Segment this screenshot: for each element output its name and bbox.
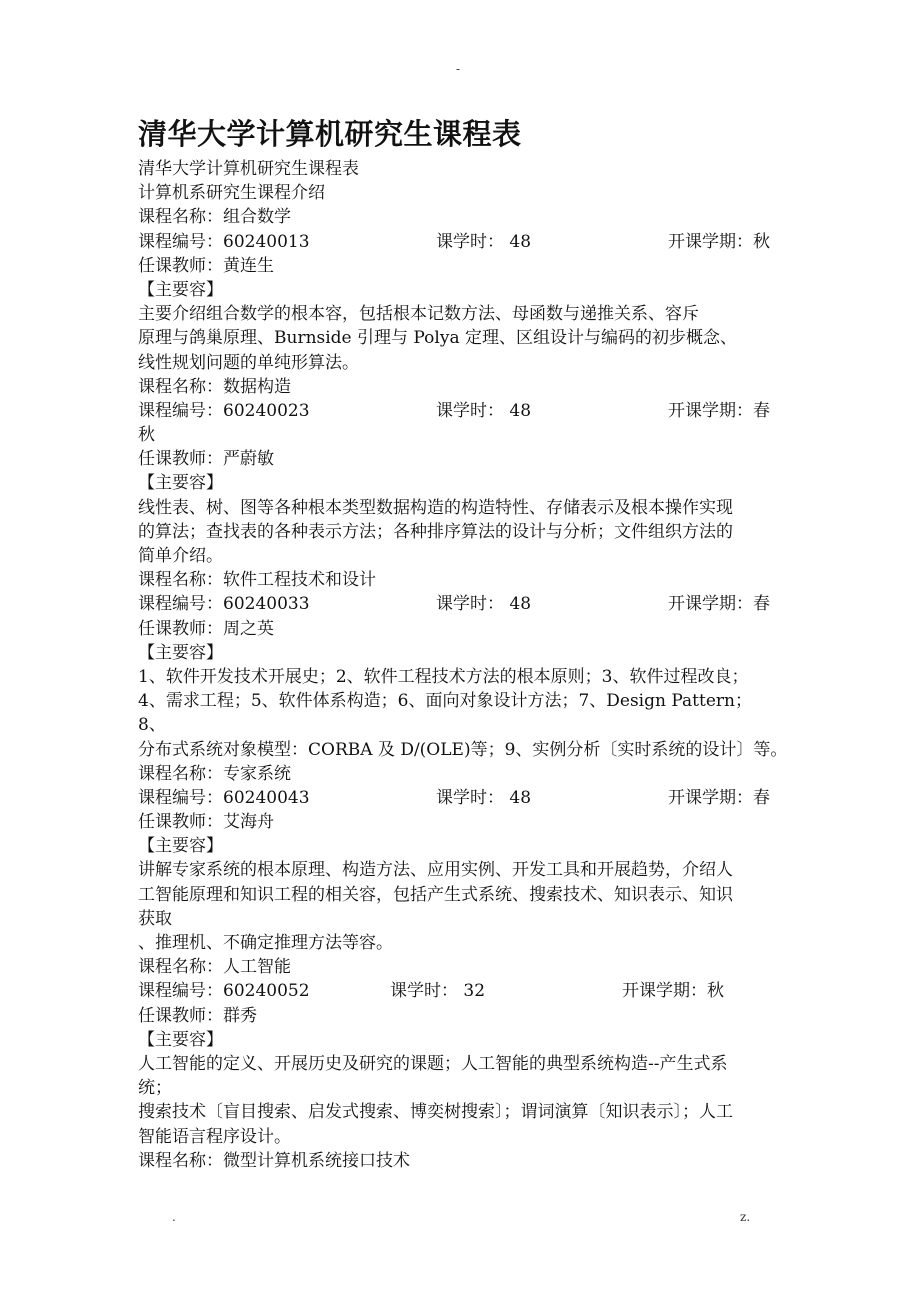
header-mark: - bbox=[456, 62, 461, 76]
section-heading: 【主要容】 bbox=[138, 642, 223, 663]
desc-line: 8、 bbox=[138, 715, 166, 736]
desc-line: 1、软件开发技术开展史；2、软件工程技术方法的根本原则；3、软件过程改良； bbox=[138, 666, 749, 687]
desc-line: 的算法；查找表的各种表示方法；各种排序算法的设计与分析；文件组织方法的 bbox=[138, 521, 733, 542]
course-teacher: 任课教师：黄连生 bbox=[138, 255, 274, 276]
desc-line: 简单介绍。 bbox=[138, 546, 223, 566]
course-code: 课程编号：60240013 bbox=[138, 231, 310, 252]
section-heading: 【主要容】 bbox=[138, 836, 223, 857]
course-term: 开课学期：春 bbox=[668, 594, 770, 615]
section-heading: 【主要容】 bbox=[138, 279, 223, 300]
desc-line: 线性规划问题的单纯形算法。 bbox=[138, 352, 359, 373]
course-name: 课程名称：软件工程技术和设计 bbox=[138, 570, 376, 591]
desc-line: 智能语言程序设计。 bbox=[138, 1126, 291, 1147]
course-meta-row bbox=[138, 230, 788, 254]
footer-right-mark: z. bbox=[740, 1210, 751, 1224]
intro-heading: 计算机系研究生课程介绍 bbox=[138, 183, 325, 204]
desc-line: 主要介绍组合数学的根本容，包括根本记数方法、母函数与递推关系、容斥 bbox=[138, 304, 699, 325]
desc-line: 获取 bbox=[138, 908, 172, 929]
desc-line: 统； bbox=[138, 1078, 172, 1099]
course-hours: 课学时： 48 bbox=[436, 400, 532, 421]
course-code: 课程编号：60240033 bbox=[138, 594, 310, 615]
desc-line: 工智能原理和知识工程的相关容，包括产生式系统、搜索技术、知识表示、知识 bbox=[138, 884, 733, 905]
course-code: 课程编号：60240052 bbox=[138, 981, 310, 1002]
section-heading: 【主要容】 bbox=[138, 1029, 223, 1050]
desc-line: 线性表、树、图等各种根本类型数据构造的构造特性、存储表示及根本操作实现 bbox=[138, 497, 733, 518]
course-term: 开课学期：秋 bbox=[668, 231, 770, 252]
desc-line: 讲解专家系统的根本原理、构造方法、应用实例、开发工具和开展趋势，介绍人 bbox=[138, 860, 733, 881]
desc-line: 4、需求工程；5、软件体系构造；6、面向对象设计方法；7、Design Pattern； bbox=[138, 691, 752, 712]
course-code: 课程编号：60240043 bbox=[138, 787, 310, 808]
desc-line: 、推理机、不确定推理方法等容。 bbox=[138, 933, 393, 953]
course-hours: 课学时： 48 bbox=[436, 231, 532, 252]
course-hours: 课学时： 48 bbox=[436, 787, 532, 808]
page-title: 清华大学计算机研究生课程表 bbox=[138, 117, 522, 151]
course-hours: 课学时： 48 bbox=[436, 594, 532, 615]
desc-line: 分布式系统对象模型：CORBA 及 D/(OLE)等；9、实例分析〔实时系统的设计〕等。 bbox=[138, 739, 788, 760]
desc-line: 搜索技术〔盲目搜索、启发式搜索、博奕树搜索〕；谓词演算〔知识表示〕；人工 bbox=[138, 1102, 733, 1123]
course-teacher: 任课教师：周之英 bbox=[138, 618, 274, 639]
course-name: 课程名称：人工智能 bbox=[138, 957, 291, 978]
course-term: 开课学期：秋 bbox=[622, 981, 724, 1002]
course-meta-row bbox=[138, 786, 788, 810]
course-code: 课程编号：60240023 bbox=[138, 400, 310, 421]
course-meta-row bbox=[138, 592, 788, 616]
course-term: 开课学期：春 bbox=[668, 787, 770, 808]
subtitle: 清华大学计算机研究生课程表 bbox=[138, 159, 359, 179]
desc-line: 人工智能的定义、开展历史及研究的课题；人工智能的典型系统构造--产生式系 bbox=[138, 1053, 728, 1074]
document-body bbox=[138, 157, 788, 1173]
course-hours: 课学时： 32 bbox=[390, 981, 486, 1002]
footer-left-mark: . bbox=[172, 1210, 176, 1224]
course-teacher: 任课教师：艾海舟 bbox=[138, 812, 274, 833]
course-name: 课程名称：组合数学 bbox=[138, 207, 291, 228]
desc-line: 原理与鸽巢原理、Burnside 引理与 Polya 定理、区组设计与编码的初步概念、 bbox=[138, 328, 737, 349]
course-teacher: 任课教师：群秀 bbox=[138, 1005, 257, 1026]
course-term: 开课学期：春 bbox=[668, 400, 770, 421]
course-meta-row bbox=[138, 399, 788, 423]
course-name: 课程名称：专家系统 bbox=[138, 763, 291, 784]
course-teacher: 任课教师：严蔚敏 bbox=[138, 449, 274, 470]
section-heading: 【主要容】 bbox=[138, 473, 223, 494]
course-meta-row bbox=[138, 979, 788, 1003]
course-name: 课程名称：微型计算机系统接口技术 bbox=[138, 1150, 410, 1171]
course-term-continued: 秋 bbox=[138, 425, 155, 446]
course-name: 课程名称：数据构造 bbox=[138, 376, 291, 397]
